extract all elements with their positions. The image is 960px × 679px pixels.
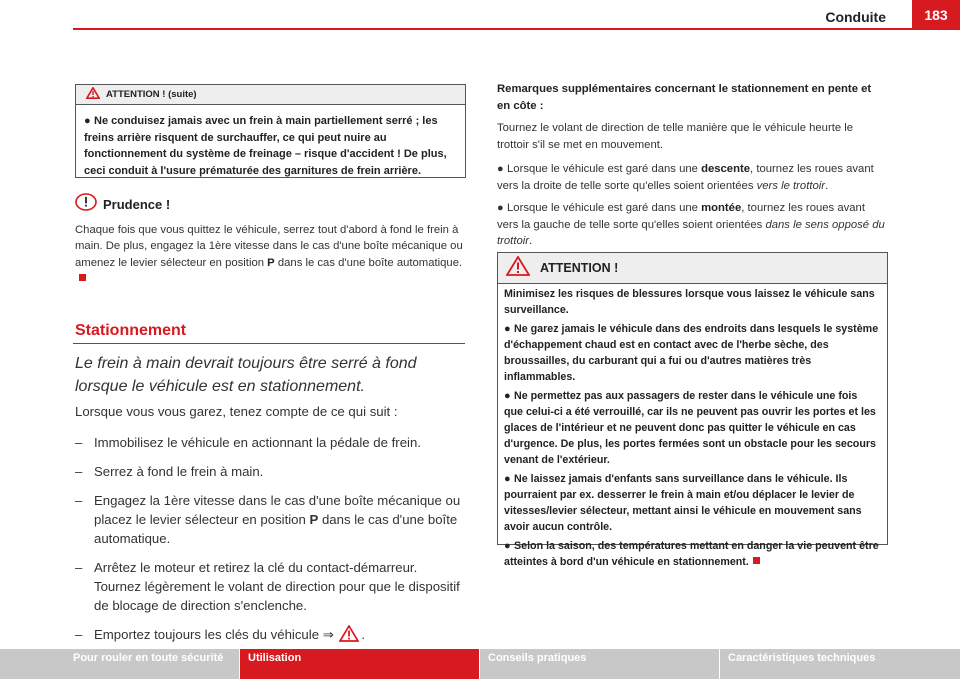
warning-box-title: ATTENTION ! (suite) [106, 89, 197, 100]
warning-box-header [76, 85, 465, 105]
bullet-icon: ● [84, 115, 91, 127]
step-item: – Emportez toujours les clés du véhicule ⇒ . [75, 625, 467, 647]
footer-tab-conseils[interactable]: Conseils pratiques [480, 649, 720, 679]
attention-item: ● Ne garez jamais le véhicule dans des endroits dans lesquels le système d'échappement chaud est en contact avec de l'herbe sèche, des broussailles, du carburant qui a fui ou d'autres matières très inflammables. [504, 323, 879, 383]
footer-nav [0, 649, 960, 679]
warning-triangle-icon [86, 86, 100, 104]
footer-tab-caracteristiques[interactable]: Caractéristiques techniques [720, 649, 960, 679]
attention-box-title: ATTENTION ! [540, 261, 619, 275]
remarks-bullet: ● Lorsque le véhicule est garé dans une descente, tournez les roues avant vers la droite de telle sorte qu'elles soient orientées vers le trottoir. [497, 163, 874, 192]
prudence-text: Chaque fois que vous quittez le véhicule, serrez tout d'abord à fond le frein à main. De plus, engagez la 1ère vitesse dans le cas d'une boîte mécanique ou amenez le levier sélecteur en position P dans le cas d'une boîte automatique. [75, 222, 467, 288]
step-item: – Arrêtez le moteur et retirez la clé du contact-démarreur. Tournez légèrement le volant de direction pour que le dispositif de blocage de direction s'enclenche. [75, 560, 460, 613]
attention-item: ● Ne laissez jamais d'enfants sans surveillance dans le véhicule. Ils pourraient par ex. desserrer le frein à main et/ou déplacer le levier de vitesses/levier sélecteur, mettant ainsi le véhicule en mouvement sans avoir aucun contrôle. [504, 473, 862, 533]
steps-intro: Lorsque vous vous garez, tenez compte de ce qui suit : [75, 404, 398, 419]
attention-intro: Minimisez les risques de blessures lorsque vous laissez le véhicule sans surveillance. [504, 288, 875, 316]
page-header-title: Conduite [825, 9, 886, 25]
attention-item: ● Selon la saison, des températures mettant en danger la vie peuvent être atteintes à bord d'un véhicule en stationnement. [504, 540, 879, 568]
warning-triangle-icon [506, 256, 530, 281]
caution-exclamation-icon [75, 193, 97, 217]
prudence-block [75, 193, 467, 294]
step-item: – Serrez à fond le frein à main. [75, 464, 264, 479]
section-title: Stationnement [75, 322, 187, 339]
page-number: 183 [912, 0, 960, 28]
prudence-title: Prudence ! [103, 196, 171, 212]
remarks-para: Tournez le volant de direction de telle manière que le véhicule heurte le trottoir s'il se met en mouvement. [497, 122, 854, 151]
header-rule [73, 28, 960, 30]
section-rule [73, 343, 465, 344]
footer-tab-securite[interactable]: Pour rouler en toute sécurité [0, 649, 240, 679]
remarks-bullet: ● Lorsque le véhicule est garé dans une montée, tournez les roues avant vers la gauche de telle sorte qu'elles soient orientées dans le sens opposé du trottoir. [497, 202, 885, 247]
remarks-title: Remarques supplémentaires concernant le stationnement en pente et en côte : [497, 83, 872, 112]
steps-list [75, 402, 467, 657]
attention-box-header [498, 253, 887, 284]
end-square-icon [753, 557, 760, 564]
warning-box-body [76, 105, 465, 185]
remarks-block [497, 81, 887, 256]
warning-text: Ne conduisez jamais avec un frein à main partiellement serré ; les freins arrière risquent de surchauffer, ce qui peut nuire au fonctionnement du système de freinage – risque d'accident ! De plus, ceci conduit à l'usure prématurée des garnitures de frein arrière. [84, 115, 447, 177]
attention-box-body [498, 284, 887, 574]
end-square-icon [79, 274, 86, 281]
step-item: – Engagez la 1ère vitesse dans le cas d'une boîte mécanique ou placez le levier sélecteur en position P dans le cas d'une boîte automatique. [75, 493, 461, 546]
attention-box [497, 252, 888, 568]
warning-triangle-icon[interactable] [339, 625, 359, 647]
footer-tab-utilisation[interactable]: Utilisation [240, 649, 480, 679]
step-item: – Immobilisez le véhicule en actionnant la pédale de frein. [75, 435, 421, 450]
attention-item: ● Ne permettez pas aux passagers de rester dans le véhicule une fois que celui-ci a été verrouillé, car ils ne peuvent pas ouvrir les portes et les glaces de l'intérieur et ne peuvent donc pas quitter le véhicule en cas d'urgence. De plus, les portes fermées sont un obstacle pour les secours venant de l'extérieur. [504, 390, 876, 466]
section-lead: Le frein à main devrait toujours être serré à fond lorsque le véhicule est en stationnement. [75, 355, 417, 395]
warning-box-continued [75, 84, 466, 178]
